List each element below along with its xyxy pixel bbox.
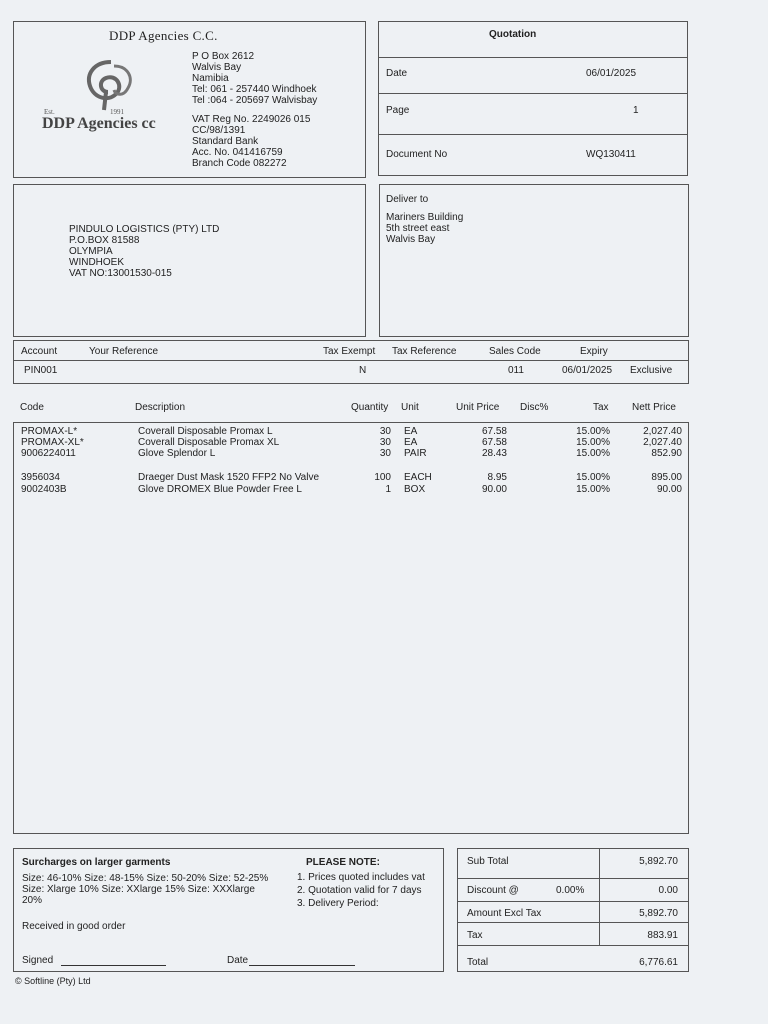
note-line: 3. Delivery Period: <box>297 898 379 909</box>
expiry-header: Expiry <box>580 346 608 357</box>
received-text: Received in good order <box>22 921 126 932</box>
deliver-label: Deliver to <box>386 194 429 205</box>
item-tax: 15.00% <box>576 426 610 437</box>
unit-price-header: Unit Price <box>456 402 500 413</box>
items-header <box>13 402 689 416</box>
deliver-address <box>386 212 463 245</box>
company-header-box <box>13 21 366 178</box>
date-label: Date <box>386 68 408 79</box>
item-quantity: 30 <box>379 448 391 459</box>
reg-line: Branch Code 082272 <box>192 158 287 169</box>
item-tax: 15.00% <box>576 484 610 495</box>
date-value: 06/01/2025 <box>586 68 637 79</box>
item-quantity: 30 <box>379 437 391 448</box>
company-logo <box>36 56 156 146</box>
item-code: 9006224011 <box>21 448 76 459</box>
nett-header: Nett Price <box>632 402 676 413</box>
customer-line: P.O.BOX 81588 <box>69 235 140 246</box>
logo-year: 1991 <box>110 108 124 116</box>
expiry-value: 06/01/2025 <box>562 365 613 376</box>
account-header: Account <box>21 346 58 357</box>
excl-label: Amount Excl Tax <box>467 908 542 919</box>
subtotal-value: 5,892.70 <box>639 856 678 867</box>
tax-ref-header: Tax Reference <box>392 346 457 357</box>
item-nett: 90.00 <box>656 484 682 495</box>
company-registration <box>192 114 310 169</box>
excl-value: 5,892.70 <box>639 908 678 919</box>
note-title: PLEASE NOTE: <box>306 857 380 868</box>
discount-label: Discount @ <box>467 885 519 896</box>
customer-line: VAT NO:13001530-015 <box>69 268 172 279</box>
item-tax: 15.00% <box>576 437 610 448</box>
item-unit-price: 90.00 <box>481 484 507 495</box>
company-address <box>192 51 317 106</box>
notes-box <box>13 848 444 972</box>
your-ref-header: Your Reference <box>89 346 159 357</box>
deliver-line: Walvis Bay <box>386 234 436 245</box>
item-unit: PAIR <box>404 448 427 459</box>
surcharge-line: 20% <box>22 895 43 906</box>
unit-header: Unit <box>401 402 419 413</box>
doc-title: Quotation <box>489 29 537 40</box>
address-line: Walvis Bay <box>192 62 242 73</box>
item-unit-price: 28.43 <box>481 448 507 459</box>
item-description: Coverall Disposable Promax L <box>138 426 273 437</box>
page-label: Page <box>386 105 410 116</box>
items-box <box>13 422 689 834</box>
code-header: Code <box>20 402 44 413</box>
logo-est: Est. <box>44 108 55 116</box>
item-code: PROMAX-L* <box>21 426 78 437</box>
docno-value: WQ130411 <box>586 149 636 160</box>
item-quantity: 30 <box>379 426 391 437</box>
customer-line: OLYMPIA <box>69 246 113 257</box>
discount-pct: 0.00% <box>556 885 585 896</box>
item-code: PROMAX-XL* <box>21 437 84 448</box>
note-line: 2. Quotation valid for 7 days <box>297 885 422 896</box>
page-value: 1 <box>633 105 639 116</box>
item-code: 9002403B <box>21 484 67 495</box>
note-line: 1. Prices quoted includes vat <box>297 872 425 883</box>
date-sign-label: Date <box>227 955 249 966</box>
description-header: Description <box>135 402 186 413</box>
item-nett: 2,027.40 <box>643 437 682 448</box>
sales-code-header: Sales Code <box>489 346 541 357</box>
address-line: Tel: 061 - 257440 Windhoek <box>192 84 317 95</box>
tax-label: Tax <box>467 930 483 941</box>
item-nett: 895.00 <box>651 472 682 483</box>
item-unit-price: 8.95 <box>487 472 507 483</box>
customer-line: WINDHOEK <box>69 257 124 268</box>
item-quantity: 100 <box>374 472 391 483</box>
address-line: Tel :064 - 205697 Walvisbay <box>192 95 318 106</box>
table-row <box>14 448 688 460</box>
account-box <box>13 340 689 384</box>
tax-header: Tax <box>593 402 609 413</box>
deliver-line: Mariners Building <box>386 212 464 223</box>
note-lines <box>297 871 425 910</box>
logo-text: DDP Agencies cc <box>42 115 156 132</box>
docno-label: Document No <box>386 149 448 160</box>
surcharge-line: Size: 46-10% Size: 48-15% Size: 50-20% Size: 52-25% <box>22 873 269 884</box>
sales-code-value: 011 <box>508 365 524 376</box>
surcharge-title: Surcharges on larger garments <box>22 857 171 868</box>
quantity-header: Quantity <box>351 402 389 413</box>
deliver-box <box>379 184 689 337</box>
surcharge-line: Size: Xlarge 10% Size: XXlarge 15% Size: XXXlarge <box>22 884 255 895</box>
item-unit: EA <box>404 426 418 437</box>
item-description: Coverall Disposable Promax XL <box>138 437 280 448</box>
tax-value: 883.91 <box>647 930 678 941</box>
reg-line: Acc. No. 041416759 <box>192 147 283 158</box>
copyright: © Softline (Pty) Ltd <box>15 976 91 986</box>
customer-box <box>13 184 366 337</box>
item-unit: EACH <box>404 472 432 483</box>
deliver-line: 5th street east <box>386 223 450 234</box>
address-line: P O Box 2612 <box>192 51 255 62</box>
address-line: Namibia <box>192 73 229 84</box>
subtotal-label: Sub Total <box>467 856 509 867</box>
customer-line: PINDULO LOGISTICS (PTY) LTD <box>69 224 220 235</box>
customer-address <box>69 224 219 279</box>
totals-box <box>457 848 689 972</box>
tax-exempt-header: Tax Exempt <box>323 346 376 357</box>
item-unit: BOX <box>404 484 426 495</box>
item-unit: EA <box>404 437 418 448</box>
signature-line <box>61 965 166 966</box>
total-label: Total <box>467 957 489 968</box>
table-row <box>14 472 688 484</box>
tax-exempt-value: N <box>359 365 367 376</box>
quotation-info-box <box>378 21 688 176</box>
table-row <box>14 484 688 496</box>
item-tax: 15.00% <box>576 448 610 459</box>
item-nett: 852.90 <box>651 448 682 459</box>
reg-line: Standard Bank <box>192 136 259 147</box>
item-unit-price: 67.58 <box>481 426 507 437</box>
account-value: PIN001 <box>24 365 58 376</box>
item-description: Glove DROMEX Blue Powder Free L <box>138 484 302 495</box>
signed-label: Signed <box>22 955 54 966</box>
disc-header: Disc% <box>520 402 549 413</box>
item-description: Draeger Dust Mask 1520 FFP2 No Valve <box>138 472 320 483</box>
discount-value: 0.00 <box>658 885 678 896</box>
reg-line: CC/98/1391 <box>192 125 246 136</box>
reg-line: VAT Reg No. 2249026 015 <box>192 114 311 125</box>
company-name: DDP Agencies C.C. <box>109 28 218 43</box>
date-sign-line <box>249 965 355 966</box>
total-value: 6,776.61 <box>639 957 678 968</box>
item-nett: 2,027.40 <box>643 426 682 437</box>
surcharge-lines <box>22 873 268 906</box>
item-description: Glove Splendor L <box>138 448 216 459</box>
item-unit-price: 67.58 <box>481 437 507 448</box>
item-code: 3956034 <box>21 472 60 483</box>
item-tax: 15.00% <box>576 472 610 483</box>
exclusive-value: Exclusive <box>630 365 673 376</box>
item-quantity: 1 <box>385 484 391 495</box>
